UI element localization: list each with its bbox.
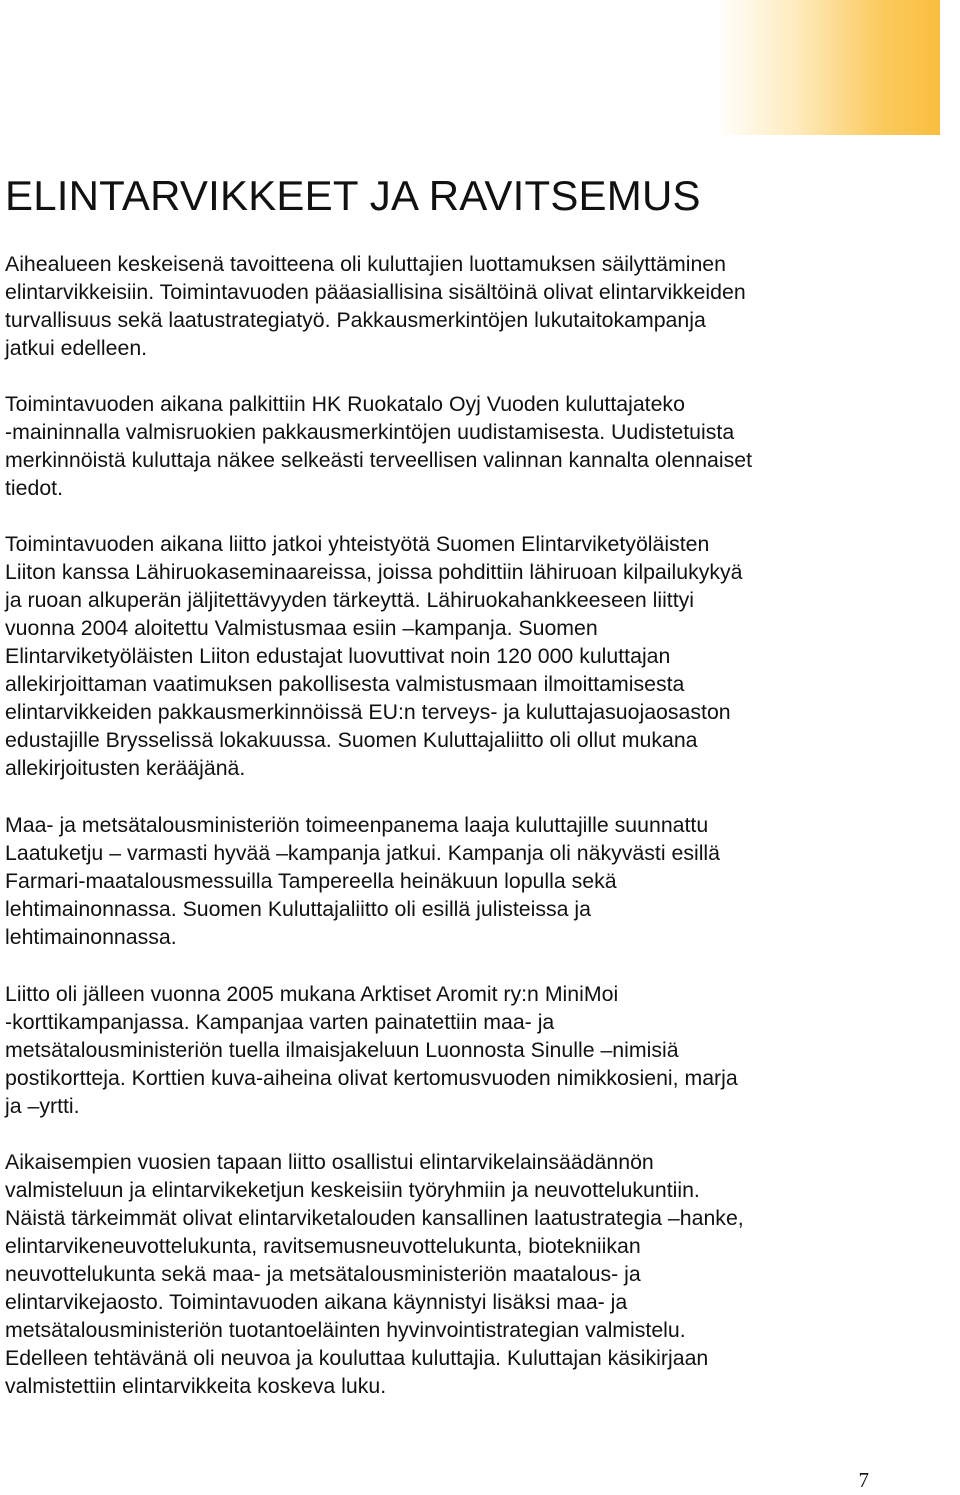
paragraph-minimoi <box>5 980 738 1120</box>
text-line: Edelleen tehtävänä oli neuvoa ja kouluttaa kuluttajia. Kuluttajan käsikirjaan <box>5 1346 709 1370</box>
paragraph-legislation <box>5 1148 744 1400</box>
text-line: Aikaisempien vuosien tapaan liitto osallistui elintarvikelainsäädännön <box>5 1150 654 1174</box>
text-line: neuvottelukunta sekä maa- ja metsätalousministeriön maatalous- ja <box>5 1262 641 1286</box>
text-line: allekirjoitusten kerääjänä. <box>5 756 246 780</box>
text-line: allekirjoittaman vaatimuksen pakollisesta valmistusmaan ilmoittamisesta <box>5 672 685 696</box>
text-line: jatkui edelleen. <box>5 336 148 360</box>
text-line: turvallisuus sekä laatustrategiatyö. Pakkausmerkintöjen lukutaitokampanja <box>5 308 706 332</box>
text-line: valmistettiin elintarvikkeita koskeva luku. <box>5 1374 387 1398</box>
page-number: 7 <box>858 1468 869 1492</box>
text-line: Laatuketju – varmasti hyvää –kampanja jatkui. Kampanja oli näkyvästi esillä <box>5 841 721 865</box>
text-line: Farmari-maatalousmessuilla Tampereella heinäkuun lopulla sekä <box>5 869 617 893</box>
text-line: Liitto oli jälleen vuonna 2005 mukana Arktiset Aromit ry:n MiniMoi <box>5 982 619 1006</box>
paragraph-intro <box>5 250 746 362</box>
text-line: vuonna 2004 aloitettu Valmistusmaa esiin –kampanja. Suomen <box>5 616 598 640</box>
text-line: lehtimainonnassa. Suomen Kuluttajaliitto oli esillä julisteissa ja <box>5 897 591 921</box>
text-line: lehtimainonnassa. <box>5 925 177 949</box>
text-line: elintarvikkeiden pakkausmerkinnöissä EU:n terveys- ja kuluttajasuojaosaston <box>5 700 731 724</box>
text-line: Maa- ja metsätalousministeriön toimeenpanema laaja kuluttajille suunnattu <box>5 813 709 837</box>
paragraph-award <box>5 390 752 502</box>
text-line: elintarvikeneuvottelukunta, ravitsemusneuvottelukunta, biotekniikan <box>5 1234 641 1258</box>
text-line: merkinnöistä kuluttaja näkee selkeästi terveellisen valinnan kannalta olennaiset <box>5 448 753 472</box>
text-line: -maininnalla valmisruokien pakkausmerkintöjen uudistamisesta. Uudistetuista <box>5 420 735 444</box>
page-title: ELINTARVIKKEET JA RAVITSEMUS <box>5 172 701 219</box>
text-line: Aihealueen keskeisenä tavoitteena oli kuluttajien luottamuksen säilyttäminen <box>5 252 726 276</box>
text-line: edustajille Brysselissä lokakuussa. Suomen Kuluttajaliitto oli ollut mukana <box>5 728 698 752</box>
paragraph-local-food <box>5 530 743 782</box>
text-line: Toimintavuoden aikana liitto jatkoi yhteistyötä Suomen Elintarviketyöläisten <box>5 532 710 556</box>
text-line: Elintarviketyöläisten Liiton edustajat luovuttivat noin 120 000 kuluttajan <box>5 644 671 668</box>
text-line: ja ruoan alkuperän jäljitettävyyden tärkeyttä. Lähiruokahankkeeseen liittyi <box>5 588 695 612</box>
text-line: tiedot. <box>5 476 64 500</box>
header-corner-gradient <box>715 0 940 135</box>
text-line: Näistä tärkeimmät olivat elintarviketalouden kansallinen laatustrategia –hanke, <box>5 1206 744 1230</box>
text-line: -korttikampanjassa. Kampanjaa varten painatettiin maa- ja <box>5 1010 555 1034</box>
text-line: metsätalousministeriön tuella ilmaisjakeluun Luonnosta Sinulle –nimisiä <box>5 1038 679 1062</box>
text-line: elintarvikkeisiin. Toimintavuoden pääasiallisina sisältöinä olivat elintarvikkeiden <box>5 280 746 304</box>
text-line: elintarvikejaosto. Toimintavuoden aikana käynnistyi lisäksi maa- ja <box>5 1290 628 1314</box>
text-line: postikortteja. Korttien kuva-aiheina olivat kertomusvuoden nimikkosieni, marja <box>5 1066 738 1090</box>
text-line: ja –yrtti. <box>5 1094 80 1118</box>
paragraph-quality-chain <box>5 811 720 951</box>
text-line: metsätalousministeriön tuotantoeläinten hyvinvointistrategian valmistelu. <box>5 1318 686 1342</box>
text-line: Toimintavuoden aikana palkittiin HK Ruokatalo Oyj Vuoden kuluttajateko <box>5 392 685 416</box>
text-line: Liiton kanssa Lähiruokaseminaareissa, joissa pohdittiin lähiruoan kilpailukykyä <box>5 560 743 584</box>
text-line: valmisteluun ja elintarvikeketjun keskeisiin työryhmiin ja neuvottelukuntiin. <box>5 1178 700 1202</box>
